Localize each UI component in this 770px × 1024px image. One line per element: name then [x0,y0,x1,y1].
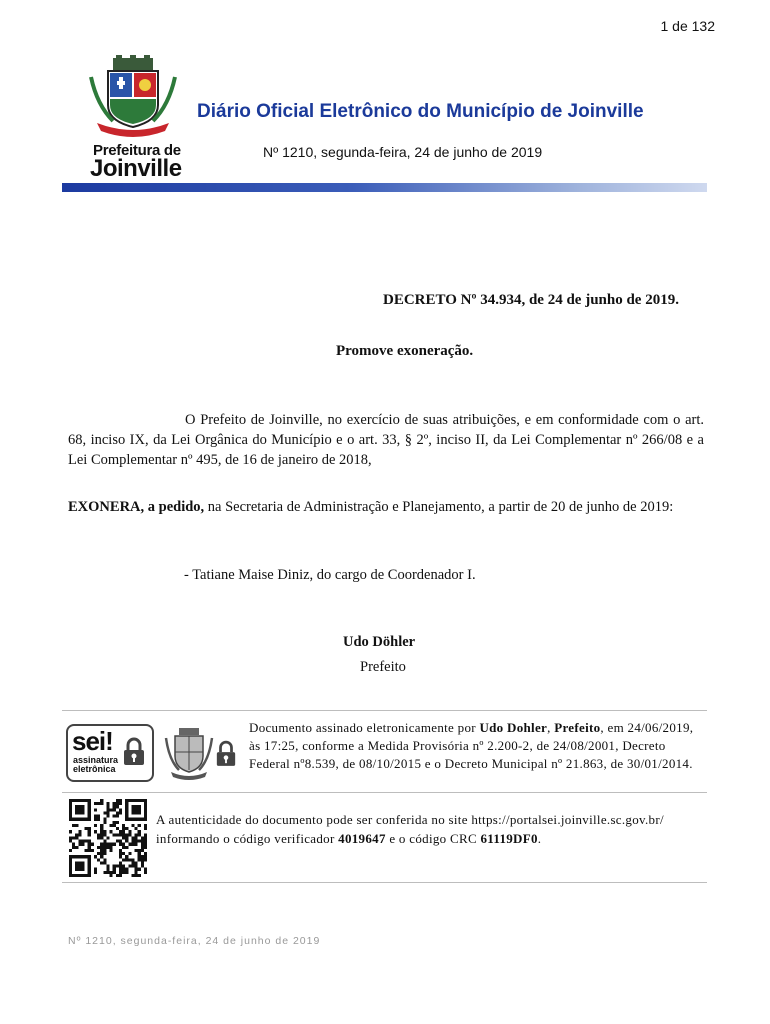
sei-logo-sub1: assinatura [73,755,119,765]
auth-text-part: e o código CRC [385,830,481,846]
divider [62,882,707,883]
decree-subject: Promove exoneração. [336,343,474,359]
action-verb: EXONERA, a pedido, [68,499,205,515]
authentication-text [156,811,696,848]
signer-role: Prefeito [360,659,406,675]
decree-preamble: O Prefeito de Joinville, no exercício de suas atribuições, e em conformidade com o art. 68, inciso IX, da Lei Orgânica do Município e o art. 33, § 2º, inciso II, da Lei Complementar nº 266/08 e a Lei Complementar nº 495, de 16 de janeiro de 2018, [68,412,704,468]
crc-code: 61119DF0 [480,830,538,846]
sei-logo-sub2: eletrônica [73,764,116,774]
header-divider-bar [62,183,707,192]
brand-city-label: Joinville [90,155,182,182]
signature-text [249,719,704,773]
divider [62,792,707,793]
joinville-crest-logo [83,55,183,139]
sei-logo-subtitle [73,756,118,774]
decree-item: - Tatiane Maise Diniz, do cargo de Coordenador I. [184,567,476,583]
brand-prefeitura-label: Prefeitura de [93,142,181,159]
auth-text-part: A autenticidade do documento pode ser conferida no site https://portalsei.joinville.sc.gov.br/ informando o código verificador [156,812,664,846]
edition-line: Nº 1210, segunda-feira, 24 de junho de 2019 [263,144,543,160]
auth-text-part: . [537,830,542,846]
signature-signer: Udo Dohler [479,720,548,735]
signature-text-part: Documento assinado eletronicamente por [249,720,480,735]
signature-role: Prefeito [554,720,601,735]
journal-title: Diário Oficial Eletrônico do Município de Joinville [197,101,644,122]
lock-icon [215,740,237,768]
small-crest-logo [163,726,215,780]
decree-action [68,497,704,517]
qr-code [67,799,149,877]
lock-icon [122,737,146,767]
signer-name: Udo Döhler [343,634,416,650]
divider [62,710,707,711]
decree-title: DECRETO Nº 34.934, de 24 de junho de 2019. [383,292,679,308]
page-footer: Nº 1210, segunda-feira, 24 de junho de 2019 [68,935,321,947]
action-text: na Secretaria de Administração e Planejamento, a partir de 20 de junho de 2019: [204,499,674,515]
verifier-code: 4019647 [338,830,386,846]
sei-logo-word: sei! [72,726,113,756]
signature-text-part: , [547,720,555,735]
signature-text-part: , em 24/06/2019, às 17:25, conforme a Medida Provisória nº 2.200-2, de 24/08/2001, Decreto Federal nº8.539, de 08/10/2015 e o Decreto Municipal nº 21.863, de 30/01/2014. [249,720,694,771]
page-counter: 1 de 132 [660,18,715,34]
